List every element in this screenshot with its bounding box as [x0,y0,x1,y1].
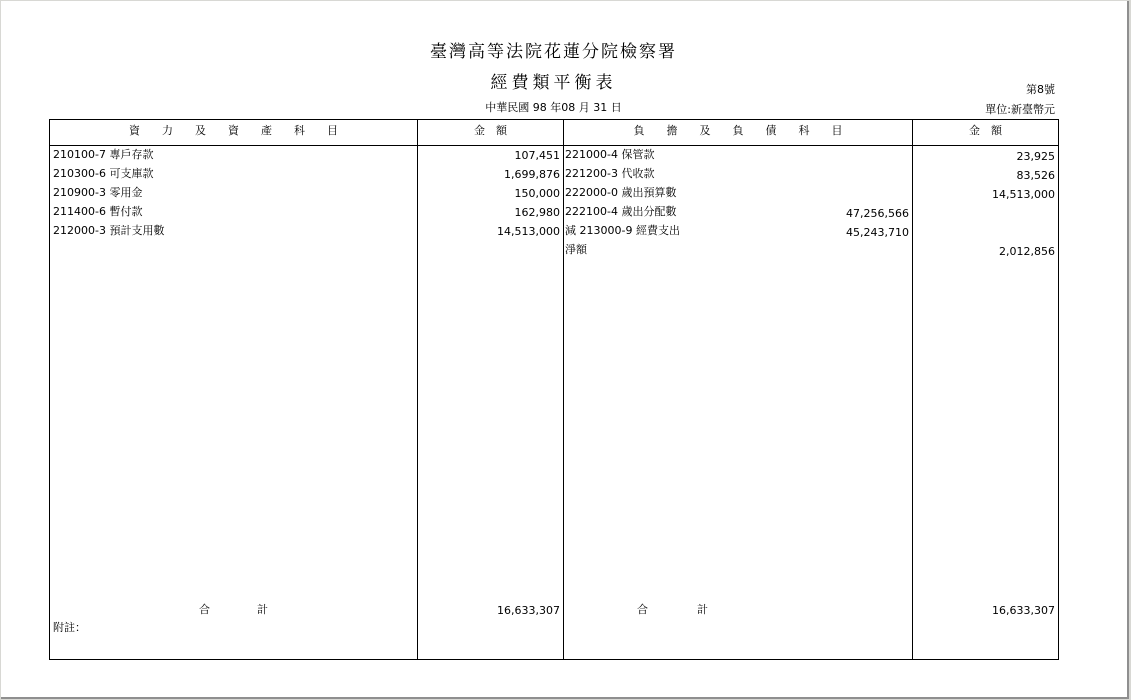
liabilities-column-header: 負 擔 及 負 債 科 目 [633,124,843,137]
asset-amount: 150,000 [514,187,560,200]
liabilities-total-label: 合 [637,603,648,616]
liability-item: 221200-3 代收款 [565,167,655,180]
liability-item: 222000-0 歲出預算數 [565,186,677,199]
liability-amount: 23,925 [1016,150,1055,163]
asset-item: 212000-3 預計支用數 [53,224,165,237]
asset-amount: 162,980 [514,206,560,219]
asset-item: 210300-6 可支庫款 [53,167,154,180]
assets-total: 16,633,307 [497,604,560,617]
liability-item: 淨額 [565,243,587,256]
asset-item: 210900-3 零用金 [53,186,143,199]
report-page [1,1,1129,699]
asset-item: 210100-7 專戶存款 [53,148,154,161]
liability-sub-amount: 45,243,710 [846,226,909,239]
assets-amount-header: 金 額 [474,124,507,137]
liabilities-total-label: 計 [697,603,708,616]
currency-unit: 單位:新臺幣元 [985,103,1055,116]
liabilities-total: 16,633,307 [992,604,1055,617]
balance-sheet-table [49,119,1059,660]
liability-item: 222100-4 歲出分配數 [565,205,677,218]
liability-sub-amount: 47,256,566 [846,207,909,220]
liability-amount: 14,513,000 [992,188,1055,201]
form-number: 第8號 [1026,83,1055,96]
assets-total-label: 合 [199,603,210,616]
asset-amount: 14,513,000 [497,225,560,238]
report-title: 經費類平衡表 [490,73,617,93]
asset-amount: 107,451 [514,149,560,162]
liability-amount: 2,012,856 [999,245,1055,258]
assets-column-header: 資 力 及 資 產 科 目 [129,124,338,137]
report-date: 中華民國 98 年08 月 31 日 [485,101,622,114]
assets-total-label: 計 [257,603,268,616]
liability-item: 221000-4 保管款 [565,148,655,161]
asset-amount: 1,699,876 [504,168,560,181]
liability-item: 減 213000-9 經費支出 [565,224,680,237]
organization-name: 臺灣高等法院花蓮分院檢察署 [430,42,677,62]
liability-amount: 83,526 [1016,169,1055,182]
notes-label: 附註： [53,621,86,634]
liabilities-amount-header: 金 額 [969,124,1002,137]
asset-item: 211400-6 暫付款 [53,205,143,218]
column-divider [563,120,564,659]
